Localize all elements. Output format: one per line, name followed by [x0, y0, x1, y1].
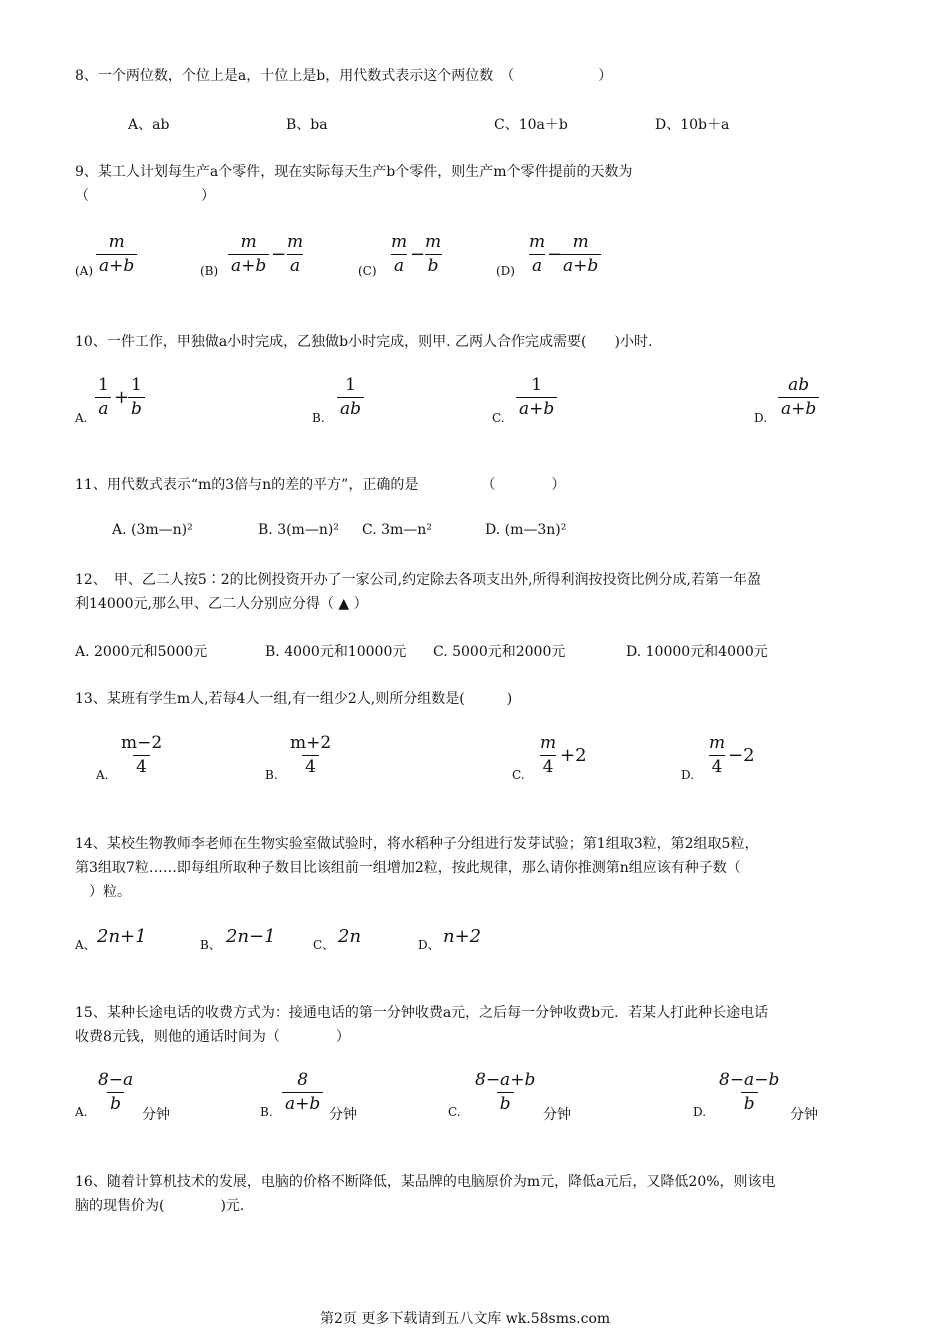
q10-option-a-fraction-2 — [128, 377, 145, 418]
q13-option-c-fraction — [537, 735, 559, 776]
q10-d-denominator: a+b — [778, 397, 819, 418]
q15-d-unit: 分钟 — [790, 1107, 818, 1123]
q15-label-c: C. — [448, 1105, 461, 1119]
q9-b-operator: − — [271, 244, 287, 265]
q12-option-a: A. 2000元和5000元 — [75, 644, 208, 660]
q11-option-d: D. (m—3n)² — [485, 522, 567, 538]
q9-b-denominator-1: a+b — [228, 254, 269, 275]
question-14: 14、某校生物教师李老师在生物实验室做试验时，将水稻种子分组进行发芽试验；第1组取3粒，第2组取5粒， — [75, 836, 759, 852]
q9-a-denominator: a+b — [96, 254, 137, 275]
q10-a-denominator-1: a — [95, 397, 111, 418]
q13-a-numerator: m−2 — [121, 733, 163, 753]
question-15-line-2: 收费8元钱，则他的通话时间为（ ） — [75, 1029, 350, 1045]
q13-d-tail: −2 — [728, 745, 755, 766]
q9-label-d: (D) — [496, 264, 515, 278]
q14-option-d: n+2 — [443, 926, 482, 947]
q9-option-b-fraction-2 — [284, 234, 306, 275]
question-13: 13、某班有学生m人,若每4人一组,有一组少2人,则所分组数是( ) — [75, 691, 513, 707]
q9-a-numerator: m — [108, 232, 125, 252]
q15-b-numerator: 8 — [297, 1070, 309, 1090]
q15-a-unit: 分钟 — [142, 1107, 170, 1123]
q15-a-denominator: b — [107, 1092, 124, 1113]
q10-a-numerator-2: 1 — [131, 375, 142, 395]
q9-label-b: (B) — [200, 264, 219, 278]
q9-c-denominator-1: a — [391, 254, 407, 275]
page-footer: 第2页 更多下载请到五八文库 wk.58sms.com — [320, 1311, 611, 1327]
q13-option-d-fraction — [706, 735, 728, 776]
q8-option-a: A、ab — [128, 117, 170, 133]
q9-b-numerator-2: m — [287, 232, 304, 252]
q15-a-numerator: 8−a — [98, 1070, 134, 1090]
q15-d-denominator: b — [741, 1092, 758, 1113]
question-15: 15、某种长途电话的收费方式为：接通电话的第一分钟收费a元，之后每一分钟收费b元．若某人打此种长途电话 — [75, 1005, 769, 1021]
q12-option-b: B. 4000元和10000元 — [265, 644, 407, 660]
q13-b-numerator: m+2 — [290, 733, 332, 753]
q12-option-d: D. 10000元和4000元 — [626, 644, 768, 660]
question-9: 9、某工人计划每生产a个零件，现在实际每天生产b个零件，则生产m个零件提前的天数为 — [75, 164, 633, 180]
q15-label-a: A. — [75, 1105, 88, 1119]
q14-label-c: C、 — [313, 938, 335, 952]
q14-option-b: 2n−1 — [226, 926, 276, 947]
q9-d-numerator-1: m — [529, 232, 546, 252]
q8-option-b: B、ba — [286, 117, 328, 133]
q15-option-d-fraction — [716, 1072, 782, 1113]
q15-c-denominator: b — [497, 1092, 514, 1113]
q13-option-a-fraction — [118, 735, 165, 776]
q10-option-a-fraction-1 — [95, 377, 112, 418]
q10-a-operator: + — [114, 387, 130, 408]
q11-option-a: A. (3m—n)² — [112, 522, 193, 538]
q13-d-numerator: m — [709, 733, 726, 753]
q13-c-denominator: 4 — [540, 755, 557, 776]
q10-c-denominator: a+b — [516, 397, 557, 418]
q11-option-b: B. 3(m—n)² — [258, 522, 339, 538]
q10-a-denominator-2: b — [128, 397, 145, 418]
q9-d-denominator-2: a+b — [560, 254, 601, 275]
q9-option-c-fraction-1 — [388, 234, 410, 275]
question-11: 11、用代数式表示“m的3倍与n的差的平方”，正确的是 （ ） — [75, 477, 566, 493]
q10-d-numerator: ab — [788, 375, 810, 395]
q9-c-operator: − — [410, 244, 426, 265]
question-16: 16、随着计算机技术的发展，电脑的价格不断降低，某品牌的电脑原价为m元，降低a元后，又降低20%，则该电 — [75, 1174, 776, 1190]
q13-label-b: B. — [265, 768, 278, 782]
q14-option-c: 2n — [338, 926, 362, 947]
q13-b-denominator: 4 — [302, 755, 319, 776]
q13-c-tail: +2 — [560, 745, 587, 766]
q9-d-denominator-1: a — [529, 254, 545, 275]
q14-label-b: B、 — [200, 938, 221, 952]
q13-label-d: D. — [681, 768, 695, 782]
q9-c-denominator-2: b — [425, 254, 442, 275]
q15-option-c-fraction — [472, 1072, 538, 1113]
q9-option-d-fraction-1 — [526, 234, 548, 275]
q14-label-a: A、 — [75, 938, 96, 952]
q10-label-c: C. — [492, 411, 505, 425]
q12-option-c: C. 5000元和2000元 — [433, 644, 566, 660]
q9-b-numerator-1: m — [240, 232, 257, 252]
q9-label-a: (A) — [75, 264, 94, 278]
q10-label-d: D. — [754, 411, 768, 425]
q15-option-b-fraction — [282, 1072, 323, 1113]
question-14-line-2: 第3组取7粒……即每组所取种子数目比该组前一组增加2粒，按此规律，那么请你推测第n组应该有种子数（ — [75, 860, 741, 876]
q9-label-c: (C) — [358, 264, 377, 278]
q9-c-numerator-1: m — [391, 232, 408, 252]
q11-option-c: C. 3m—n² — [362, 522, 432, 538]
question-8: 8、一个两位数，个位上是a，十位上是b，用代数式表示这个两位数 （ ） — [75, 68, 613, 84]
q15-option-a-fraction — [95, 1072, 136, 1113]
question-12: 12、 甲、乙二人按5∶2的比例投资开办了一家公司,约定除去各项支出外,所得利润按投资比例分成,若第一年盈 — [75, 572, 761, 588]
q13-label-a: A. — [96, 768, 109, 782]
q10-c-numerator: 1 — [531, 375, 543, 395]
q10-option-b-fraction — [337, 377, 364, 418]
question-10: 10、一件工作，甲独做a小时完成，乙独做b小时完成，则甲. 乙两人合作完成需要( )小时. — [75, 334, 653, 350]
q9-option-b-fraction-1 — [228, 234, 269, 275]
q9-d-operator: − — [547, 244, 563, 265]
q13-c-numerator: m — [540, 733, 557, 753]
q10-a-numerator-1: 1 — [98, 375, 109, 395]
q9-c-numerator-2: m — [425, 232, 442, 252]
q14-label-d: D、 — [418, 938, 440, 952]
q8-option-c: C、10a＋b — [494, 117, 568, 133]
q14-option-a: 2n+1 — [97, 926, 147, 947]
question-14-line-3: ）粒。 — [75, 884, 131, 900]
q13-a-denominator: 4 — [133, 755, 150, 776]
q10-b-denominator: ab — [337, 397, 364, 418]
q15-b-denominator: a+b — [282, 1092, 323, 1113]
q15-label-b: B. — [260, 1105, 273, 1119]
q8-option-d: D、10b＋a — [655, 117, 730, 133]
q9-b-denominator-2: a — [287, 254, 303, 275]
question-16-line-2: 脑的现售价为( )元. — [75, 1198, 245, 1214]
q13-d-denominator: 4 — [709, 755, 726, 776]
q13-option-b-fraction — [287, 735, 334, 776]
q15-c-numerator: 8−a+b — [475, 1070, 536, 1090]
question-12-line-2: 利14000元,那么甲、乙二人分别应分得（ ▲ ） — [75, 596, 368, 612]
q10-option-c-fraction — [516, 377, 557, 418]
q9-option-a-fraction — [96, 234, 137, 275]
q9-d-numerator-2: m — [572, 232, 589, 252]
q15-label-d: D. — [693, 1105, 707, 1119]
q15-b-unit: 分钟 — [329, 1107, 357, 1123]
q13-label-c: C. — [512, 768, 525, 782]
q10-option-d-fraction — [778, 377, 819, 418]
q10-b-numerator: 1 — [345, 375, 356, 395]
q15-d-numerator: 8−a−b — [719, 1070, 780, 1090]
q9-option-c-fraction-2 — [422, 234, 444, 275]
q15-c-unit: 分钟 — [543, 1107, 571, 1123]
q10-label-b: B. — [312, 411, 325, 425]
q10-label-a: A. — [75, 411, 88, 425]
question-9-blank: （ ） — [75, 188, 215, 204]
q9-option-d-fraction-2 — [560, 234, 601, 275]
